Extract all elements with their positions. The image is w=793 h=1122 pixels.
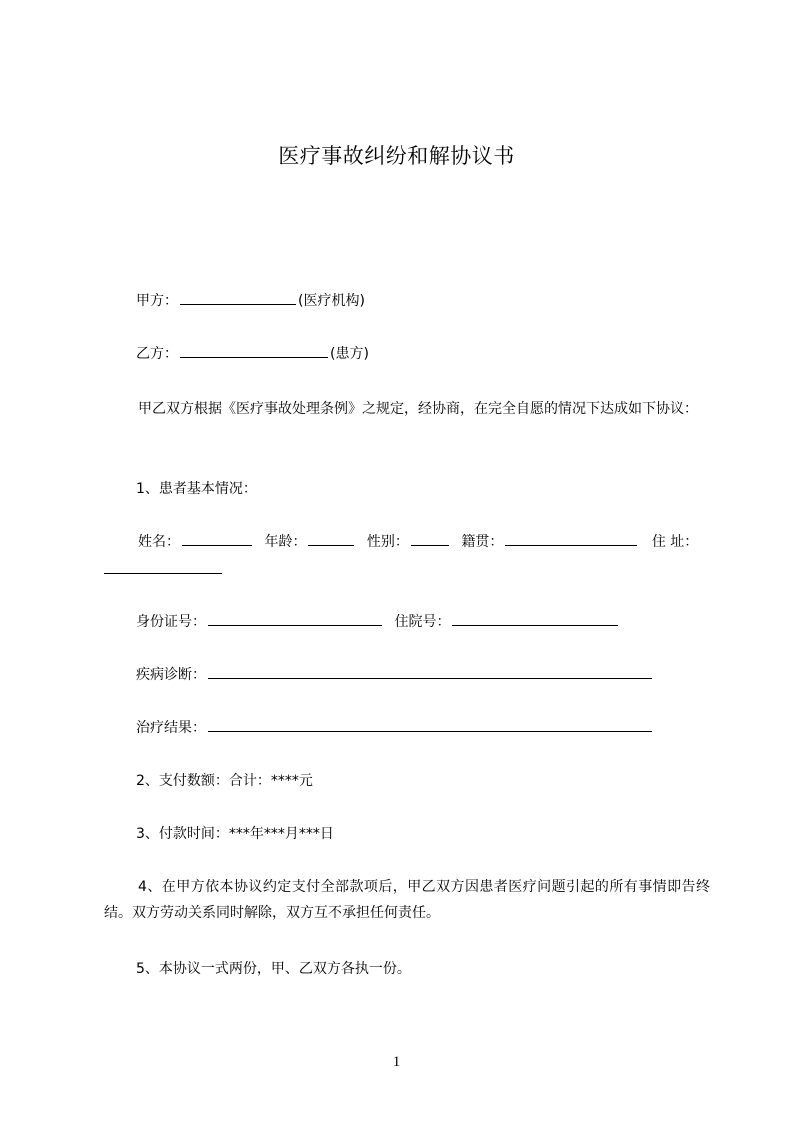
id-line: [136, 609, 742, 635]
section2-payment-amount: 2、支付数额：合计：****元: [136, 773, 313, 789]
diagnosis-label: 疾病诊断：: [136, 667, 206, 683]
party-a-line: [136, 288, 742, 314]
party-b-blank[interactable]: [180, 343, 328, 358]
age-blank[interactable]: [308, 531, 354, 546]
preamble-paragraph: 甲乙双方根据《医疗事故处理条例》之规定，经协商，在完全自愿的情况下达成如下协议：: [138, 401, 698, 417]
diagnosis-blank[interactable]: [208, 664, 652, 679]
name-blank[interactable]: [182, 531, 252, 546]
party-b-note: (患方): [330, 346, 369, 362]
id-label: 身份证号：: [136, 614, 206, 630]
patient-info-line: [138, 529, 744, 555]
diagnosis-line: [136, 662, 742, 688]
address-blank[interactable]: [104, 559, 222, 574]
admission-label: 住院号：: [394, 614, 451, 630]
page-number: 1: [392, 1054, 401, 1070]
age-label: 年龄：: [264, 534, 307, 550]
document-title: 医疗事故纠纷和解协议书: [278, 144, 515, 168]
section4-paragraph: 4、在甲方依本协议约定支付全部款项后，甲乙双方因患者医疗问题引起的所有事情即告终结。双方劳动关系同时解除，双方互不承担任何责任。: [104, 879, 710, 921]
party-a-label: 甲方：: [136, 293, 178, 309]
address-label: 住 址：: [651, 534, 699, 550]
gender-blank[interactable]: [411, 531, 449, 546]
result-line: [136, 715, 742, 741]
result-blank[interactable]: [208, 717, 652, 732]
section5-paragraph: 5、本协议一式两份，甲、乙双方各执一份。: [136, 961, 411, 977]
party-a-note: (医疗机构): [298, 293, 365, 309]
id-blank[interactable]: [208, 611, 382, 626]
party-b-label: 乙方：: [136, 346, 178, 362]
section3-payment-time: 3、付款时间：***年***月***日: [136, 826, 334, 842]
origin-label: 籍贯：: [461, 534, 504, 550]
address-line: [104, 557, 710, 583]
admission-blank[interactable]: [452, 611, 618, 626]
gender-label: 性别：: [366, 534, 409, 550]
origin-blank[interactable]: [505, 531, 637, 546]
name-label: 姓名：: [138, 534, 180, 550]
result-label: 治疗结果：: [136, 720, 206, 736]
section1-heading: 1、患者基本情况：: [136, 481, 257, 497]
party-a-blank[interactable]: [180, 290, 296, 305]
party-b-line: [136, 341, 742, 367]
